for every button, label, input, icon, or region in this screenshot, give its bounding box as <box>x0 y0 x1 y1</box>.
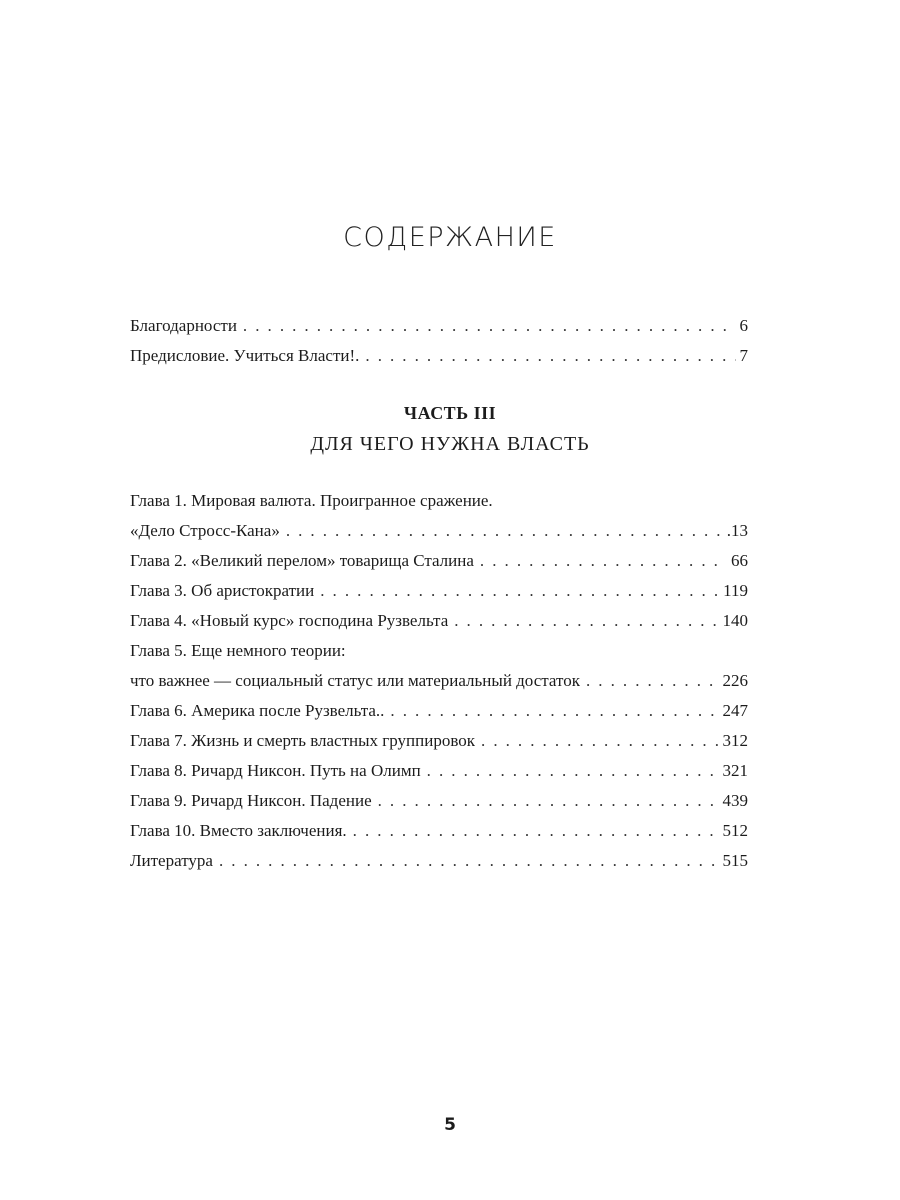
page-title: СОДЕРЖАНИЕ <box>343 222 557 253</box>
toc-entry-page: 512 <box>722 821 748 840</box>
toc-entry-chapter-9[interactable] <box>130 786 748 816</box>
dot-leader <box>219 846 719 876</box>
toc-entry-chapter-8[interactable] <box>130 756 748 786</box>
toc-entry-title: Глава 8. Ричард Никсон. Путь на Олимп <box>130 761 421 780</box>
toc-entry-chapter-7[interactable] <box>130 726 748 756</box>
dot-leader <box>481 726 718 756</box>
dot-leader <box>586 666 719 696</box>
toc-entry-title: Глава 4. «Новый курс» господина Рузвельта <box>130 611 449 630</box>
front-matter-list <box>130 311 748 371</box>
toc-entry-title: Глава 9. Ричард Никсон. Падение <box>130 791 372 810</box>
toc-entry-page: 7 <box>739 346 748 365</box>
toc-entry-page: 119 <box>723 581 748 600</box>
toc-entry-page: 312 <box>722 731 748 750</box>
dot-leader <box>286 516 723 546</box>
toc-entry-page: 226 <box>722 671 748 690</box>
dot-leader <box>378 786 719 816</box>
toc-entry-page: 247 <box>722 701 748 720</box>
dot-leader <box>365 341 735 371</box>
toc-entry-acknowledgements[interactable] <box>130 311 748 341</box>
toc-entry-chapter-1[interactable] <box>130 516 748 546</box>
toc-entry-page: 321 <box>722 761 748 780</box>
toc-entry-page: 6 <box>739 316 748 335</box>
part-number: ЧАСТЬ III <box>403 403 497 423</box>
dot-leader <box>353 816 719 846</box>
toc-entry-title: что важнее — социальный статус или материальный достаток <box>130 671 580 690</box>
toc-entry-chapter-1-line1[interactable] <box>130 486 748 516</box>
toc-entry-title: Глава 7. Жизнь и смерть властных группировок <box>130 731 476 750</box>
toc-entry-title: Предисловие. Учиться Власти!. <box>130 346 360 365</box>
toc-entry-title: Глава 10. Вместо заключения. <box>130 821 347 840</box>
part-title: ДЛЯ ЧЕГО НУЖНА ВЛАСТЬ <box>310 433 590 455</box>
toc-entry-title: Благодарности <box>130 316 237 335</box>
toc-entry-title: Глава 1. Мировая валюта. Проигранное сражение. <box>130 491 493 510</box>
toc-entry-bibliography[interactable] <box>130 846 748 876</box>
toc-entry-page: .13 <box>726 521 748 540</box>
toc-entry-page: 66 <box>731 551 748 570</box>
toc-entry-chapter-5-line1[interactable] <box>130 636 748 666</box>
dot-leader <box>243 311 736 341</box>
toc-entry-title: Глава 5. Еще немного теории: <box>130 641 346 660</box>
chapter-list <box>130 486 748 876</box>
toc-entry-page: 515 <box>722 851 748 870</box>
toc-entry-chapter-2[interactable] <box>130 546 748 576</box>
toc-entry-chapter-10[interactable] <box>130 816 748 846</box>
dot-leader <box>320 576 719 606</box>
toc-entry-title: Глава 6. Америка после Рузвельта.. <box>130 701 385 720</box>
page-number: 5 <box>444 1115 456 1135</box>
toc-entry-chapter-4[interactable] <box>130 606 748 636</box>
dot-leader <box>390 696 718 726</box>
toc-entry-page: 439 <box>722 791 748 810</box>
toc-entry-chapter-5[interactable] <box>130 666 748 696</box>
toc-entry-page: 140 <box>722 611 748 630</box>
toc-entry-chapter-6[interactable] <box>130 696 748 726</box>
toc-entry-title: Литература <box>130 851 213 870</box>
toc-entry-title: Глава 2. «Великий перелом» товарища Сталина <box>130 551 474 570</box>
toc-entry-chapter-3[interactable] <box>130 576 748 606</box>
toc-entry-preface[interactable] <box>130 341 748 371</box>
dot-leader <box>427 756 719 786</box>
toc-entry-title: Глава 3. Об аристократии <box>130 581 315 600</box>
dot-leader <box>454 606 718 636</box>
toc-entry-title: «Дело Стросс-Кана» <box>130 521 280 540</box>
dot-leader <box>480 546 727 576</box>
